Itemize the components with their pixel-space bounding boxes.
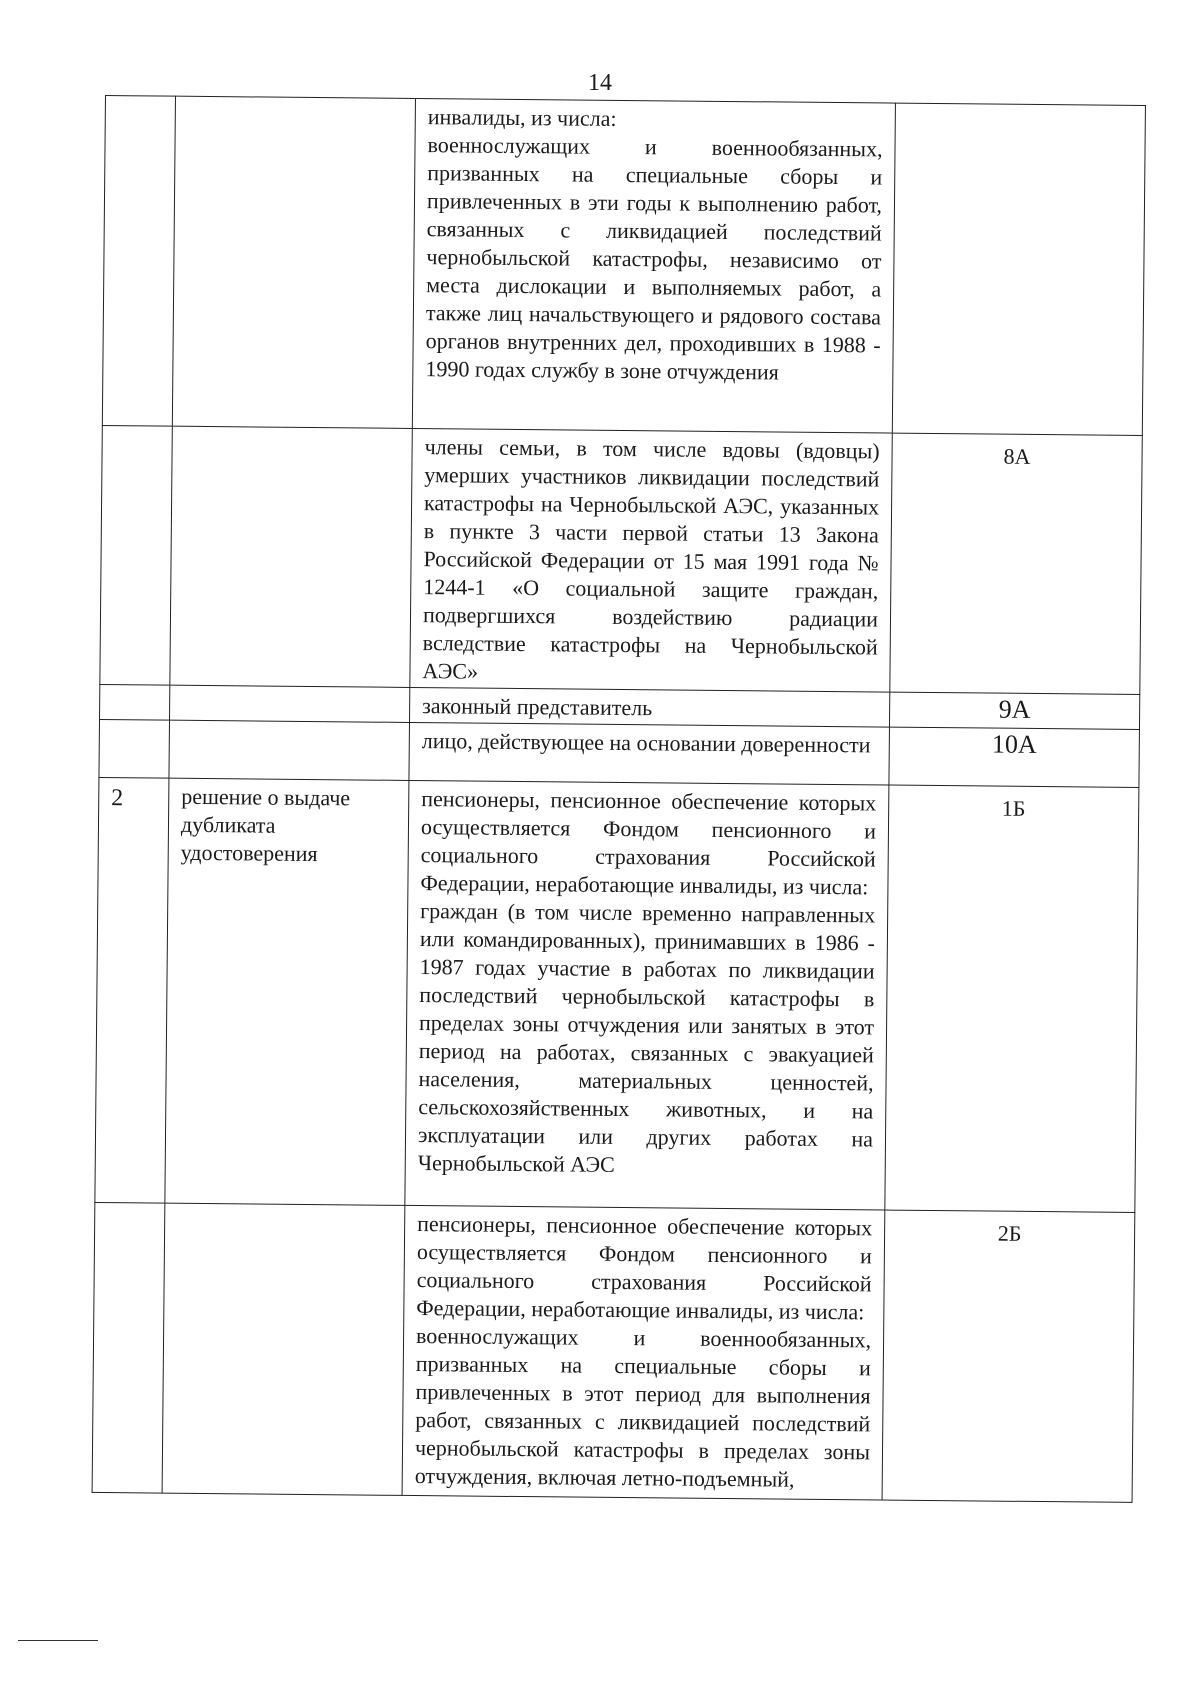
row-number xyxy=(100,684,170,720)
service-name xyxy=(170,685,410,722)
table-row xyxy=(102,96,1145,436)
table-row xyxy=(100,425,1142,694)
category-line: лицо, действующее на основании доверенности xyxy=(421,728,871,758)
category-line: пенсионеры, пенсионное обеспечение которых осуществляется Фондом пенсионного и социального страхования Российской Федерации, неработающие инвалиды, из числа: xyxy=(420,786,877,900)
applicant-category xyxy=(409,687,889,727)
category-line: пенсионеры, пенсионное обеспечение которых осуществляется Фондом пенсионного и социального страхования Российской Федерации, неработающие инвалиды, из числа: xyxy=(416,1211,873,1325)
row-number xyxy=(99,719,170,778)
applicant-category xyxy=(412,98,895,433)
category-code xyxy=(892,103,1145,435)
service-name xyxy=(172,96,415,428)
category-code: 10А xyxy=(889,727,1140,787)
category-line: военнослужащих и военнообязанных, призванных на специальные сборы и привлеченных в этот период для выполнения работ, связанных с ликвидацией последствий чернобыльской катастрофы в пределах зоны отчуждения, включая летно-подъемный, xyxy=(414,1323,872,1492)
row-number xyxy=(100,425,172,685)
service-name xyxy=(162,1203,405,1495)
category-line: инвалиды, из числа: xyxy=(427,104,617,131)
document-table-wrapper xyxy=(92,95,1145,1503)
table-row xyxy=(99,719,1140,787)
category-code: 8А xyxy=(890,433,1142,694)
category-code: 9А xyxy=(889,692,1139,729)
footnote-separator xyxy=(18,1640,98,1641)
category-code: 1Б xyxy=(885,785,1139,1212)
service-name: решение о выдаче дубликата удостоверения xyxy=(165,778,409,1205)
applicant-category xyxy=(402,1205,885,1500)
service-name xyxy=(170,426,412,687)
row-number xyxy=(102,96,175,427)
category-line: граждан (в том числе временно направленных или командированных), принимавших в 1986 - 1987 годах участие в работах по ликвидации последствий чернобыльской катастрофы в пределах зоны отчуждения или занятых в этот период на работах, связанных с эвакуацией населения, материальных ценностей, сельскохозяйственных животных, и на эксплуатации или других работах на Чернобыльской АЭС xyxy=(417,898,876,1177)
table-row xyxy=(95,777,1139,1212)
row-number: 2 xyxy=(95,777,169,1203)
category-line: военнослужащих и военнообязанных, призванных на специальные сборы и привлеченных в эти годы к выполнению работ, связанных с ликвидацией последствий чернобыльской катастрофы, независимо от места дислокации и выполняемых работ, а также лиц начальствующего и рядового состава органов внутренних дел, проходивших в 1988 - 1990 годах службу в зоне отчуждения xyxy=(425,132,883,385)
applicant-category xyxy=(405,780,889,1210)
applicant-category xyxy=(409,722,890,785)
category-line: законный представитель xyxy=(422,693,653,721)
services-table xyxy=(92,95,1146,1503)
service-name xyxy=(169,720,410,780)
category-code: 2Б xyxy=(882,1210,1135,1502)
category-line: члены семьи, в том числе вдовы (вдовцы) умерших участников ликвидации последствий катастрофы на Чернобыльской АЭС, указанных в пункте 3 части первой статьи 13 Закона Российской Федерации от 15 мая 1991 года № 1244-1 «О социальной защите граждан, подвергшихся воздействию радиации вследствие катастрофы на Чернобыльской АЭС» xyxy=(422,434,880,684)
applicant-category xyxy=(410,428,892,692)
page-number: 14 xyxy=(588,70,612,96)
row-number xyxy=(92,1202,165,1493)
table-row xyxy=(92,1202,1135,1502)
